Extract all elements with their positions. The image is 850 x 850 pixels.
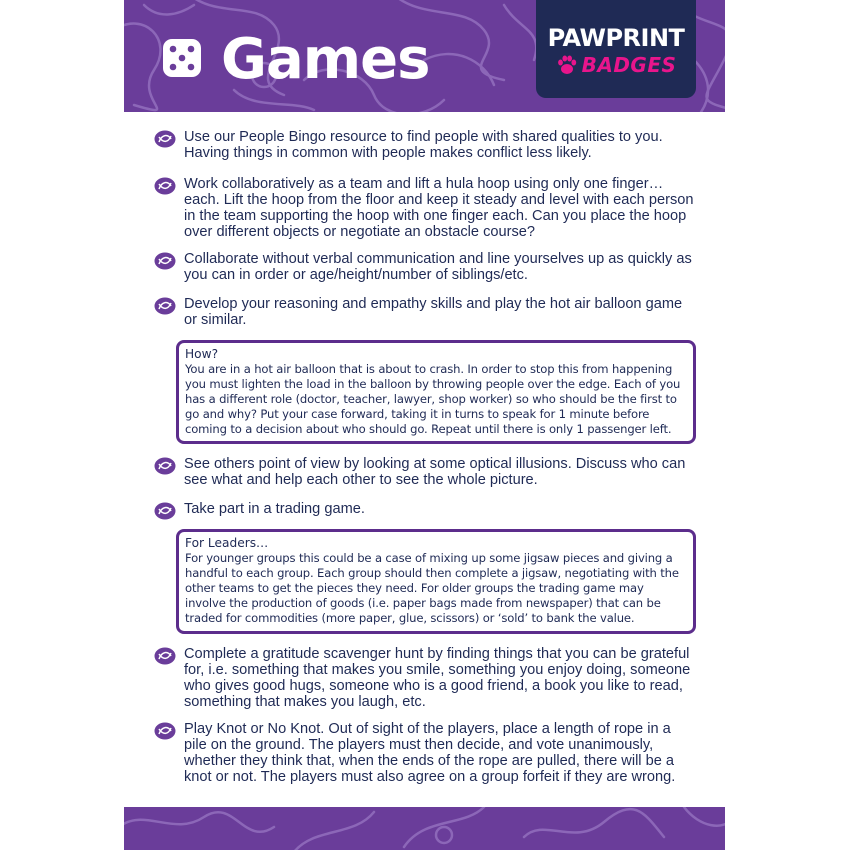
- leaders-info-box: [176, 529, 696, 634]
- knot-bullet-icon: [154, 502, 176, 520]
- activity-list: [124, 0, 725, 850]
- box-heading: For Leaders…: [185, 536, 269, 550]
- knot-bullet-icon: [154, 457, 176, 475]
- box-text: You are in a hot air balloon that is about to crash. In order to stop this from happening you must lighten the load in the balloon by throwing people over the edge. Each of you has a different role (doctor, teacher, lawyer, shop worker) so who should be the first to go and why? Put your case forward, taking it in turns to speak for 1 minute before coming to a decision about who should go. Repeat until there is only 1 passenger left.: [185, 362, 681, 436]
- item-text: Play Knot or No Knot. Out of sight of the players, place a length of rope in a pile on the ground. The players must then decide, and vote unanimously, whether they think that, when the ends of the rope are pulled, there will be a knot or not. The players must also agree on a group forfeit if they are wrong.: [184, 721, 676, 785]
- item-text: Use our People Bingo resource to find people with shared qualities to you. Having things in common with people makes conflict less likely.: [184, 129, 663, 161]
- logo-text-badges: BADGES: [581, 53, 677, 77]
- knot-bullet-icon: [154, 130, 176, 148]
- knot-bullet-icon: [154, 722, 176, 740]
- knot-bullet-icon: [154, 647, 176, 665]
- footer-banner: [124, 807, 725, 850]
- item-text: Collaborate without verbal communication and line yourselves up as quickly as you can in order or age/height/number of siblings/etc.: [184, 251, 692, 283]
- logo-text-pawprint: PAWPRINT: [547, 24, 685, 52]
- knot-bullet-icon: [154, 252, 176, 270]
- item-text: Take part in a trading game.: [184, 501, 365, 517]
- knot-bullet-icon: [154, 297, 176, 315]
- decorative-swirl-pattern: [124, 807, 725, 850]
- item-text: Work collaboratively as a team and lift a hula hoop using only one finger… each. Lift the hoop from the floor and keep it steady and level with each person in the team supporting the hoop with one finger each. Can you place the hoop over different objects or negotiate an obstacle course?: [184, 176, 694, 240]
- knot-bullet-icon: [154, 177, 176, 195]
- games-page: [124, 0, 725, 850]
- how-info-box: [176, 340, 696, 444]
- item-text: Develop your reasoning and empathy skills and play the hot air balloon game or similar.: [184, 296, 683, 328]
- box-heading: How?: [185, 347, 219, 361]
- page-title: Games: [221, 27, 430, 92]
- item-text: Complete a gratitude scavenger hunt by finding things that you can be grateful for, i.e. something that makes you smile, something you enjoy doing, someone who gives good hugs, someone who is a good friend, a book you like to read, something that makes you laugh, etc.: [184, 646, 691, 710]
- box-text: For younger groups this could be a case of mixing up some jigsaw pieces and giving a handful to each group. Each group should then complete a jigsaw, negotiating with the other teams to get the pieces they need. For older groups the trading game may involve the production of goods (i.e. paper bags made from newspaper) that can be traded for commodities (more paper, glue, scissors) or ‘sold’ to bank the value.: [185, 551, 679, 625]
- item-text: See others point of view by looking at some optical illusions. Discuss who can see what and help each other to see the whole picture.: [184, 456, 686, 488]
